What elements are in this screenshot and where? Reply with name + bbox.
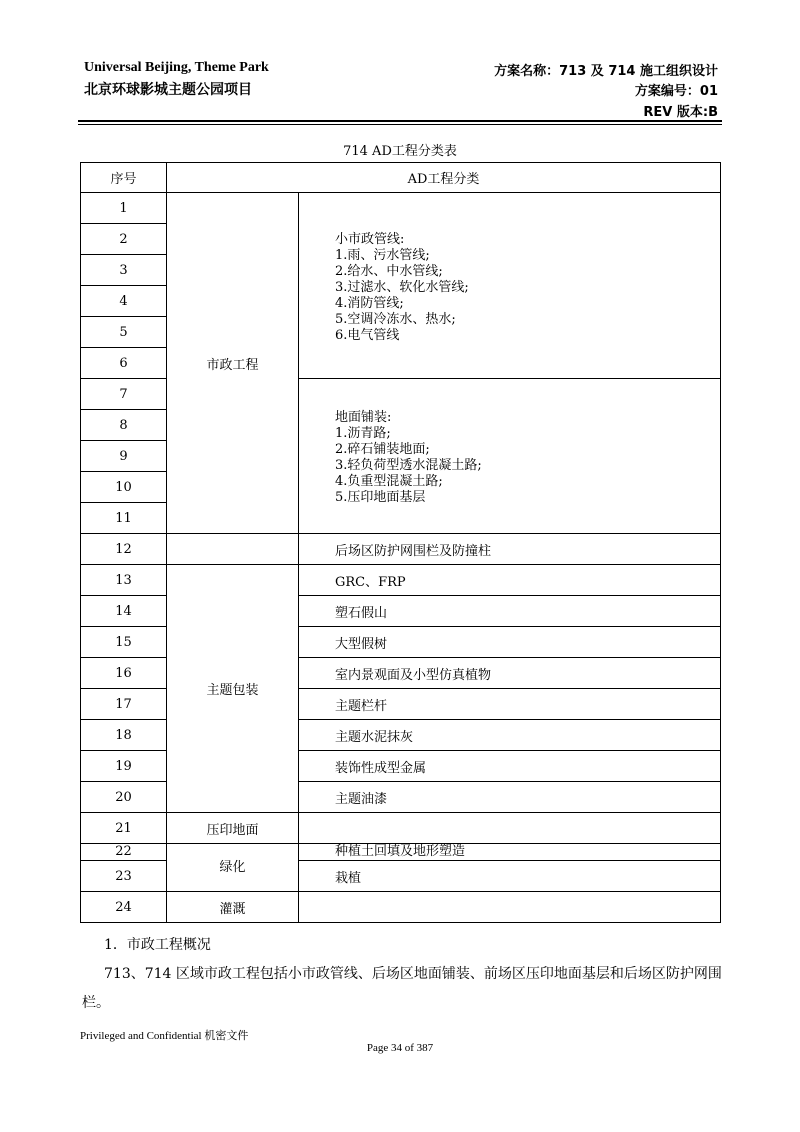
row-number: 11 — [81, 503, 167, 534]
header-plan-name: 方案名称：713 及 714 施工组织设计 — [494, 64, 718, 79]
category-empty — [167, 534, 299, 565]
header-left-chinese: 北京环球影城主题公园项目 — [84, 82, 252, 98]
row-number: 3 — [81, 255, 167, 286]
header-seq: 序号 — [81, 163, 167, 193]
row-number: 15 — [81, 627, 167, 658]
group-line: 5.空调冷冻水、热水; — [335, 311, 456, 327]
group-line: 2.给水、中水管线; — [335, 263, 443, 279]
table-row — [81, 813, 721, 844]
row-number: 5 — [81, 317, 167, 348]
section-paragraph: 713、714 区域市政工程包括小市政管线、后场区地面铺装、前场区压印地面基层和后场区防护网围栏。 — [82, 966, 722, 1011]
item-fence: 后场区防护网围栏及防撞柱 — [299, 534, 721, 565]
group-line: 2.碎石铺装地面; — [335, 442, 430, 457]
row-number: 20 — [81, 782, 167, 813]
row-number: 24 — [81, 892, 167, 923]
category-municipal: 市政工程 — [167, 193, 299, 534]
item-metal: 装饰性成型金属 — [299, 751, 721, 782]
row-number: 6 — [81, 348, 167, 379]
table-row — [81, 565, 721, 596]
group-pipelines-title: 小市政管线: — [335, 231, 405, 247]
table-row — [81, 844, 721, 861]
item-grc-frp: GRC、FRP — [299, 565, 721, 596]
table-row — [81, 193, 721, 224]
item-paint: 主题油漆 — [299, 782, 721, 813]
row-number: 21 — [81, 813, 167, 844]
group-line: 1.沥青路; — [335, 426, 391, 441]
category-stamped: 压印地面 — [167, 813, 299, 844]
group-line: 1.雨、污水管线; — [335, 247, 430, 263]
header-rule-thin — [78, 124, 722, 125]
header-left-english: Universal Beijing, Theme Park — [84, 60, 269, 75]
table-row — [81, 534, 721, 565]
item-plaster: 主题水泥抹灰 — [299, 720, 721, 751]
table-header-row — [81, 163, 721, 193]
item-railings: 主题栏杆 — [299, 689, 721, 720]
row-number: 10 — [81, 472, 167, 503]
header-revision: REV 版本:B — [643, 105, 718, 120]
row-number: 23 — [81, 861, 167, 892]
footer-page-number: Page 34 of 387 — [366, 1042, 434, 1054]
row-number: 1 — [81, 193, 167, 224]
row-number: 2 — [81, 224, 167, 255]
header-plan-number: 方案编号：01 — [634, 84, 718, 99]
row-number: 7 — [81, 379, 167, 410]
item-rockwork: 塑石假山 — [299, 596, 721, 627]
header-rule-thick — [78, 120, 722, 122]
group-line: 4.消防管线; — [335, 295, 404, 311]
category-theming: 主题包装 — [167, 565, 299, 813]
item-empty — [299, 892, 721, 923]
category-irrigation: 灌溉 — [167, 892, 299, 923]
section-heading: 1．市政工程概况 — [104, 937, 211, 953]
table-caption: 714 AD工程分类表 — [343, 144, 457, 159]
item-planting: 栽植 — [299, 861, 721, 892]
row-number: 12 — [81, 534, 167, 565]
item-large-trees: 大型假树 — [299, 627, 721, 658]
row-number: 22 — [81, 844, 167, 861]
group-pipelines — [299, 193, 721, 379]
footer-confidential: Privileged and Confidential 机密文件 — [80, 1030, 249, 1042]
item-empty — [299, 813, 721, 844]
table-row — [81, 892, 721, 923]
group-line: 6.电气管线 — [335, 327, 400, 343]
row-number: 18 — [81, 720, 167, 751]
row-number: 19 — [81, 751, 167, 782]
group-line: 5.压印地面基层 — [335, 490, 426, 505]
classification-table — [80, 162, 721, 923]
row-number: 4 — [81, 286, 167, 317]
group-line: 3.过滤水、软化水管线; — [335, 279, 469, 295]
header-classification: AD工程分类 — [167, 163, 721, 193]
group-paving — [299, 379, 721, 534]
group-line: 4.负重型混凝土路; — [335, 474, 443, 489]
row-number: 16 — [81, 658, 167, 689]
category-greening: 绿化 — [167, 844, 299, 892]
row-number: 8 — [81, 410, 167, 441]
group-line: 3.轻负荷型透水混凝土路; — [335, 458, 482, 473]
row-number: 13 — [81, 565, 167, 596]
item-indoor-landscape: 室内景观面及小型仿真植物 — [299, 658, 721, 689]
row-number: 9 — [81, 441, 167, 472]
group-paving-title: 地面铺装: — [335, 410, 392, 425]
item-soil-backfill: 种植土回填及地形塑造 — [299, 844, 721, 861]
row-number: 17 — [81, 689, 167, 720]
row-number: 14 — [81, 596, 167, 627]
